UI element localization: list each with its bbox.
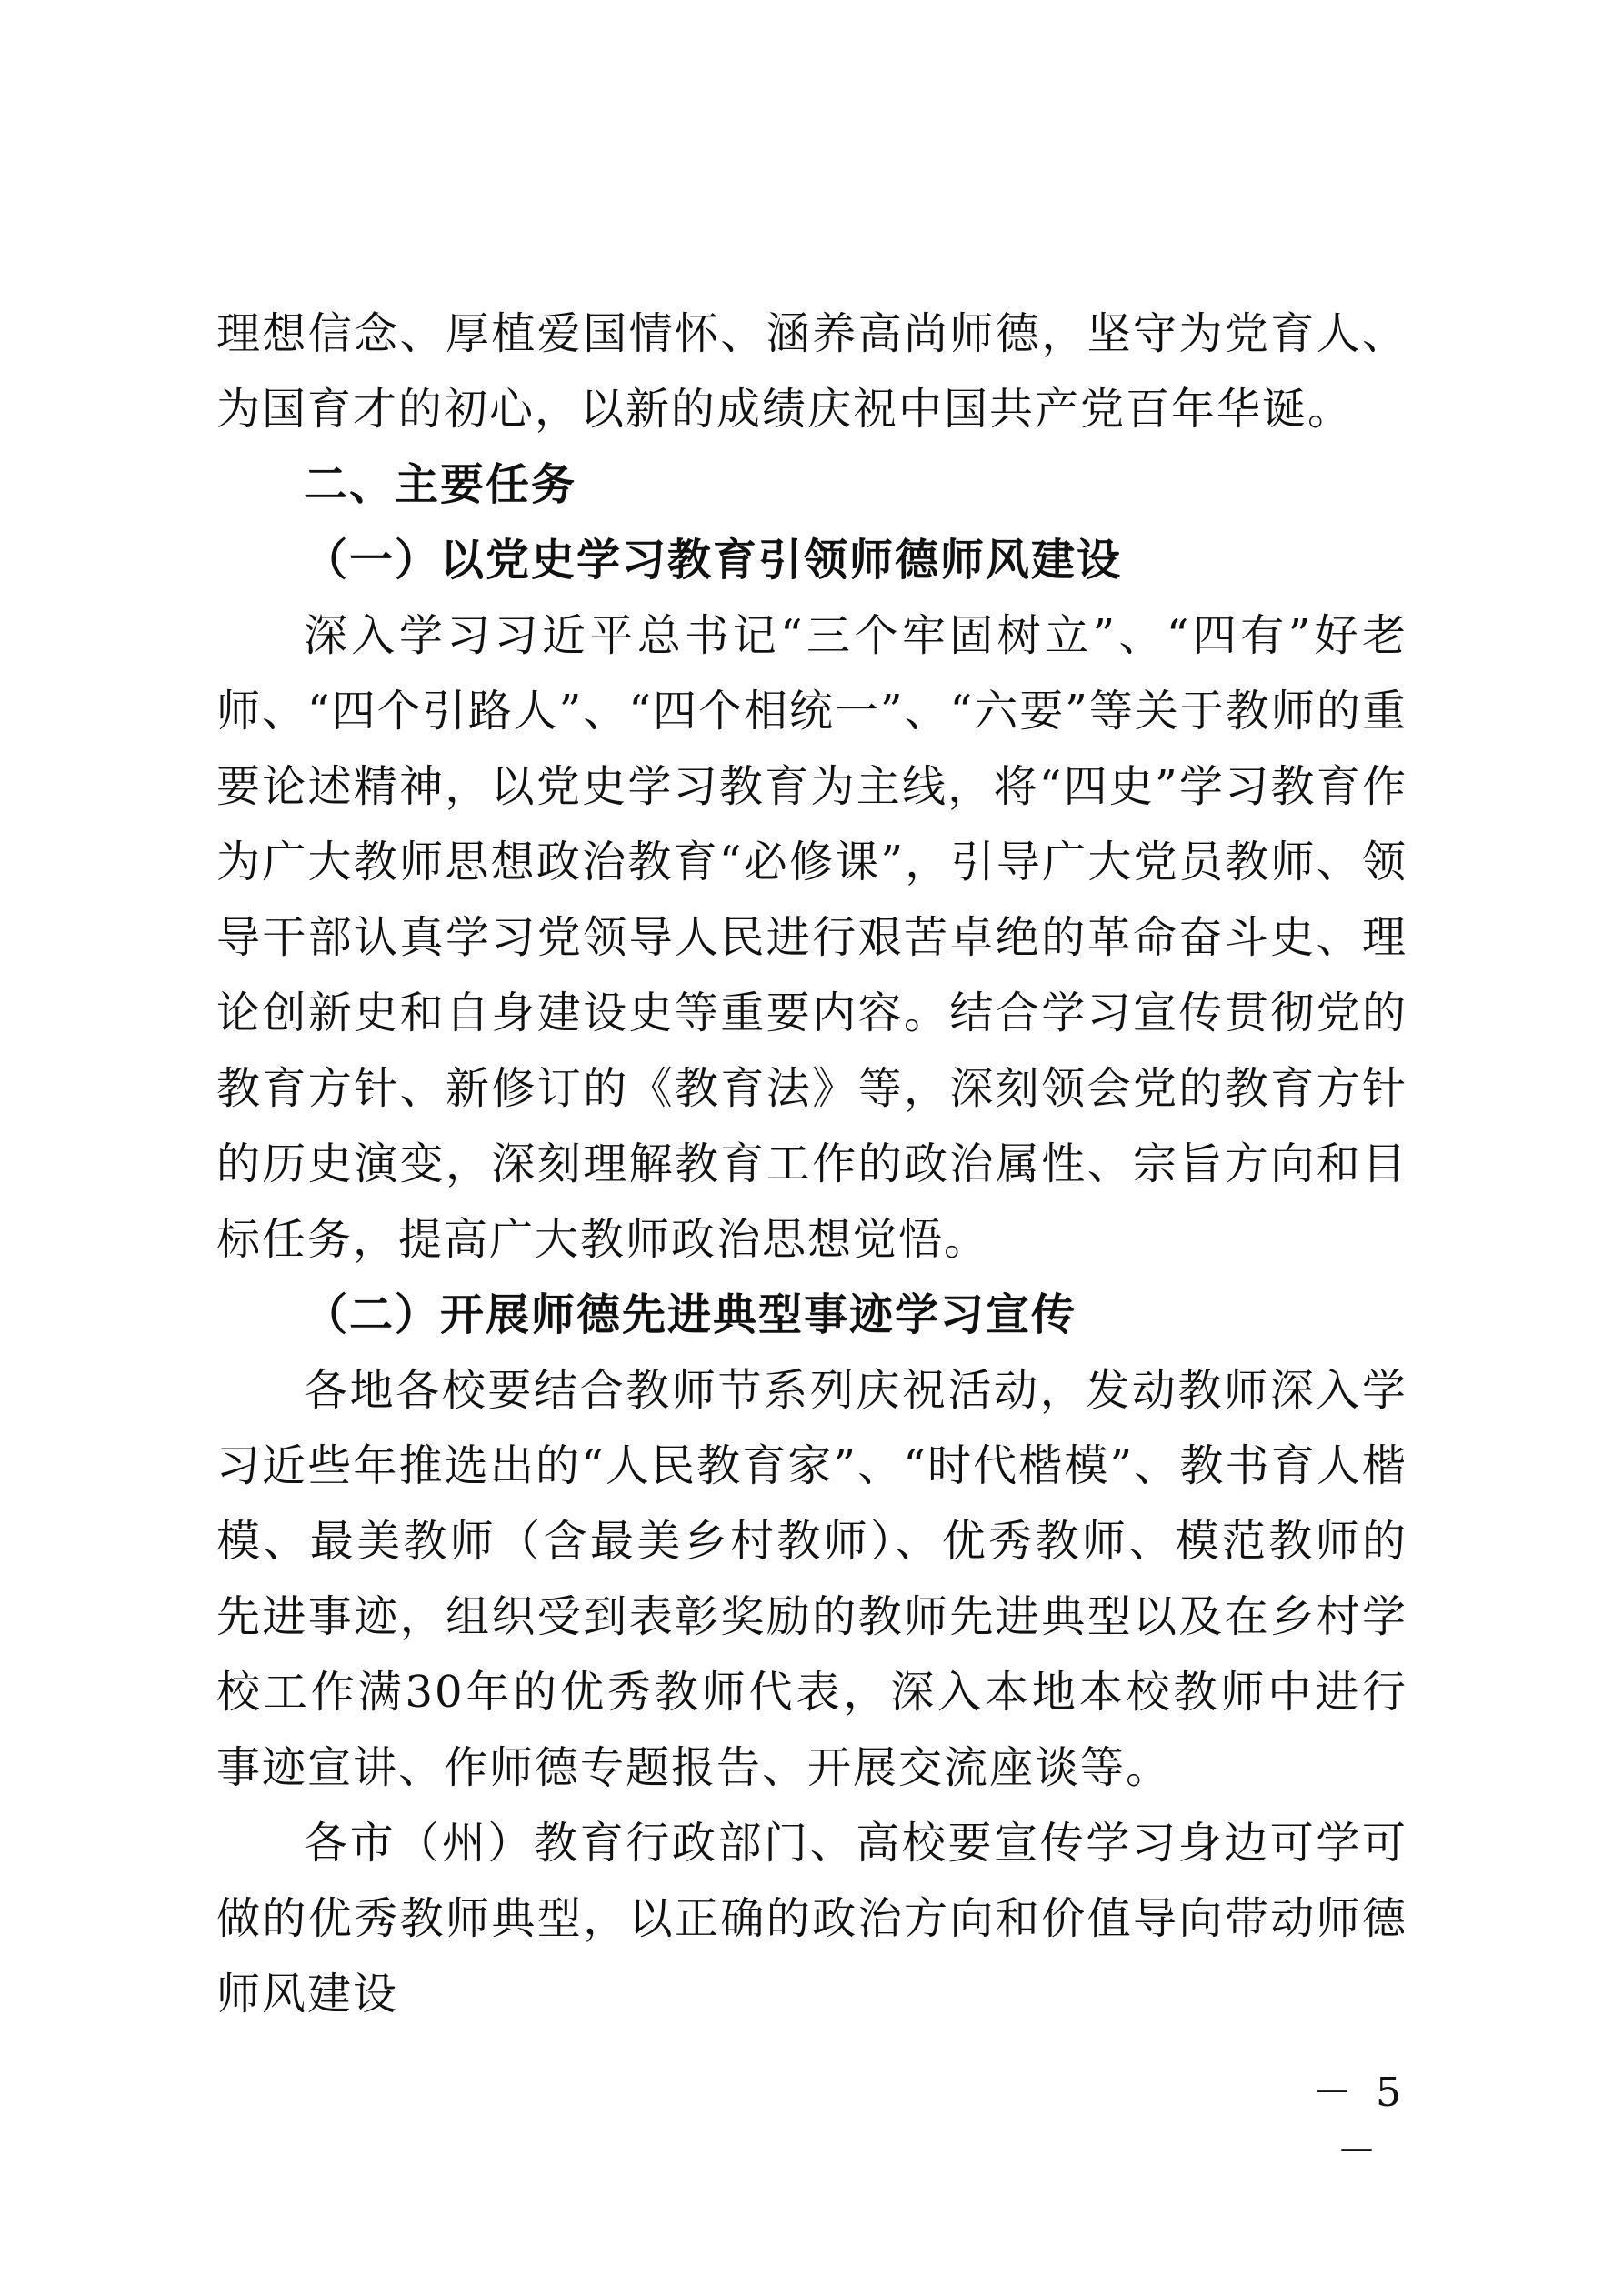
- page-number: － 5 －: [1312, 2070, 1407, 2174]
- document-body: [216, 296, 1408, 2032]
- paragraph-continuation: 理想信念、厚植爱国情怀、涵养高尚师德，坚守为党育人、为国育才的初心，以新的成绩庆祝中国共产党百年华诞。: [216, 308, 1408, 435]
- paragraph-exemplary-teachers: 各地各校要结合教师节系列庆祝活动，发动教师深入学习近些年推选出的“人民教育家”、“时代楷模”、教书育人楷模、最美教师（含最美乡村教师）、优秀教师、模范教师的先进事迹，组织受到表彰奖励的教师先进典型以及在乡村学校工作满30年的优秀教师代表，深入本地本校教师中进行事迹宣讲、作师德专题报告、开展交流座谈等。: [216, 1365, 1408, 1793]
- section-heading-main-tasks: 二、主要任务: [304, 459, 577, 510]
- subsection-heading-party-history: （一）以党史学习教育引领师德师风建设: [304, 535, 1123, 586]
- paragraph-local-promotion: 各市（州）教育行政部门、高校要宣传学习身边可学可做的优秀教师典型，以正确的政治方向和价值导向带动师德师风建设: [216, 1818, 1408, 2020]
- subsection-heading-exemplary-teachers: （二）开展师德先进典型事迹学习宣传: [304, 1289, 1077, 1340]
- paragraph-party-history-study: 深入学习习近平总书记“三个牢固树立”、“四有”好老师、“四个引路人”、“四个相统一”、“六要”等关于教师的重要论述精神，以党史学习教育为主线，将“四史”学习教育作为广大教师思想政治教育“必修课”，引导广大党员教师、领导干部认真学习党领导人民进行艰苦卓绝的革命奋斗史、理论创新史和自身建设史等重要内容。结合学习宣传贯彻党的教育方针、新修订的《教育法》等，深刻领会党的教育方针的历史演变，深刻理解教育工作的政治属性、宗旨方向和目标任务，提高广大教师政治思想觉悟。: [216, 610, 1408, 1265]
